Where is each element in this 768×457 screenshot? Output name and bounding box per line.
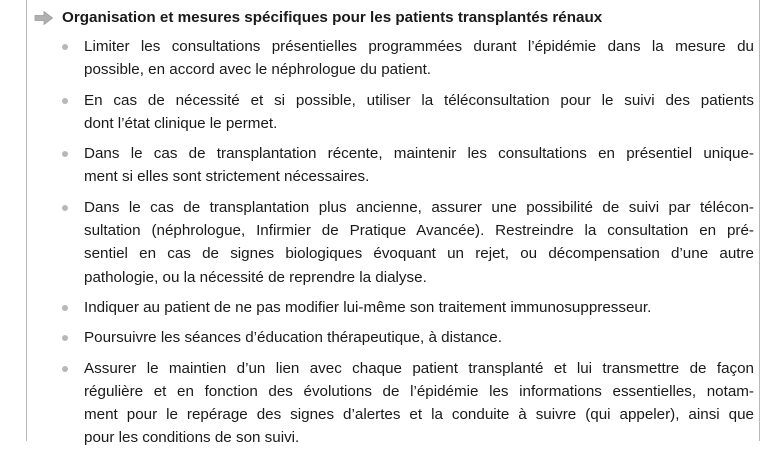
list-item-line: pour les conditions de son suivi.	[84, 429, 300, 447]
list-item-line: Assurer le maintien d’un lien avec chaque patient transplanté et lui transmettre de façon	[84, 359, 754, 377]
list-item	[60, 196, 754, 289]
arrow-right-icon	[34, 10, 54, 26]
list-item	[60, 296, 754, 319]
list-item-line: Dans le cas de transplantation plus ancienne, assurer une possibilité de suivi par télécon-	[84, 198, 754, 216]
measures-list	[60, 35, 754, 457]
list-item	[60, 357, 754, 450]
list-item-line: Dans le cas de transplantation récente, maintenir les consultations en présentiel unique-	[84, 145, 754, 163]
bullet-dot-icon	[62, 335, 68, 341]
list-item-line: ment si elles sont strictement nécessaires.	[84, 168, 370, 186]
list-item-line: régulière et en fonction des évolutions de l’épidémie les informations essentielles, notam-	[84, 382, 754, 400]
list-item-line: sultation (néphrologue, Infirmier de Pratique Avancée). Restreindre la consultation en pré-	[84, 222, 754, 240]
list-item-line: Limiter les consultations présentielles programmées durant l’épidémie dans la mesure du	[84, 38, 754, 55]
list-item-line: En cas de nécessité et si possible, utiliser la téléconsultation pour le suivi des patients	[84, 91, 754, 109]
list-item	[60, 35, 754, 82]
bullet-dot-icon	[62, 305, 68, 311]
bullet-dot-icon	[62, 366, 68, 372]
list-item-line: pathologie, ou la nécessité de reprendre la dialyse.	[84, 268, 427, 286]
list-item-line: Poursuivre les séances d’éducation thérapeutique, à distance.	[84, 329, 502, 347]
section-heading-text: Organisation et mesures spécifiques pour les patients transplantés rénaux	[62, 9, 603, 26]
list-item	[60, 89, 754, 136]
list-item	[60, 142, 754, 189]
list-item-line: possible, en accord avec le néphrologue du patient.	[84, 61, 432, 79]
bullet-dot-icon	[62, 44, 68, 50]
list-item-line: Indiquer au patient de ne pas modifier lui-même son traitement immunosuppresseur.	[84, 298, 652, 316]
section-heading	[34, 8, 602, 28]
list-item-line: ment pour le repérage des signes d’alertes et la conduite à suivre (qui appeler), ainsi que	[84, 406, 754, 424]
bullet-dot-icon	[62, 98, 68, 104]
bullet-dot-icon	[62, 205, 68, 211]
bullet-dot-icon	[62, 151, 68, 157]
list-item-line: dont l’état clinique le permet.	[84, 114, 278, 132]
list-item	[60, 326, 754, 349]
list-item-line: sentiel en cas de signes biologiques évoquant un rejet, ou décompensation d’une autre	[84, 245, 754, 263]
